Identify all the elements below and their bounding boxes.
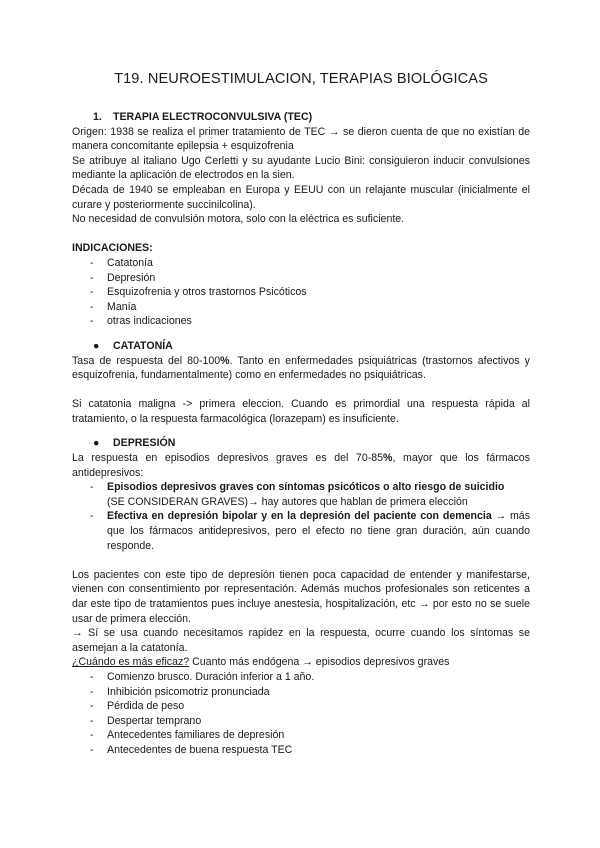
depresion-title: DEPRESIÓN (113, 437, 176, 450)
catatonia-paragraph-2: Si catatonia maligna -> primera eleccion. Cuando es primordial una respuesta rápida al tratamiento, o la respuesta farmacológica (lorazepam) es insuficiente. (72, 398, 530, 425)
list-item: - Pérdida de peso (72, 699, 530, 714)
indicaciones-list (72, 256, 530, 329)
depresion-paragraph-3: → Sí se usa cuando necesitamos rapidez en la respuesta, ocurre cuando los síntomas se asemejan a la catatonía. (72, 627, 530, 654)
list-item: - Depresión (72, 271, 530, 286)
depresion-question: ¿Cuándo es más eficaz? Cuanto más endógena → episodios depresivos graves (72, 656, 450, 669)
section-title: TERAPIA ELECTROCONVULSIVA (TEC) (113, 111, 313, 123)
paragraph-decada: Década de 1940 se empleaban en Europa y EEUU con un relajante muscular (inicialmente el curare y posteriormente succinilcolina). (72, 183, 530, 211)
list-item: - Despertar temprano (72, 714, 530, 729)
list-item: - Manía (72, 300, 530, 315)
paragraph-origen: Origen: 1938 se realiza el primer tratamiento de TEC → se dieron cuenta de que no existían de manera concomitante epilepsia + esquizofrenia (72, 125, 530, 153)
paragraph-cerletti: Se atribuye al italiano Ugo Cerletti y su ayudante Lucio Bini: consiguieron inducir convulsiones mediante la aplicación de electrodos en la sien. (72, 154, 530, 182)
page-title: T19. NEUROESTIMULACION, TERAPIAS BIOLÓGICAS (114, 71, 488, 87)
list-item: - Antecedentes de buena respuesta TEC (72, 743, 530, 758)
list-item: - Comienzo brusco. Duración inferior a 1 año. (72, 670, 530, 685)
indicaciones-heading: INDICACIONES: (72, 242, 153, 255)
list-item: - Inhibición psicomotriz pronunciada (72, 685, 530, 700)
list-item: - otras indicaciones (72, 314, 530, 329)
eficaz-link[interactable]: ¿Cuándo es más eficaz? (72, 656, 190, 669)
section-number: 1. (93, 111, 102, 123)
depresion-heading (72, 436, 530, 451)
depresion-paragraph-2: Los pacientes con este tipo de depresión tienen poca capacidad de entender y manifestarse, vienen con consentimiento por representación. Además muchos profesionales son reticentes a dar este tipo de tratamientos pues incluye anestesia, hospitalización, etc → por esto no se suele usar de primera elección. (72, 568, 530, 625)
section-heading-tec (72, 110, 530, 125)
eficaz-list (72, 670, 530, 758)
catatonia-heading (72, 339, 530, 354)
list-item: - Catatonía (72, 256, 530, 271)
bullet-icon: ● (93, 437, 100, 450)
list-item: - Episodios depresivos graves con síntomas psicóticos o alto riesgo de suicidio (SE CONSIDERAN GRAVES)→ hay autores que hablan de primera elección (72, 480, 530, 509)
paragraph-no-necesidad: No necesidad de convulsión motora, solo con la eléctrica es suficiente. (72, 213, 405, 226)
catatonia-title: CATATONÍA (113, 339, 173, 352)
list-item: - Efectiva en depresión bipolar y en la depresión del paciente con demencia → más que los fármacos antidepresivos, pero el efecto no tiene gran duración, aún cuando responde. (72, 509, 530, 553)
list-item: - Antecedentes familiares de depresión (72, 728, 530, 743)
depresion-graves-list (72, 480, 530, 553)
depresion-paragraph-1: La respuesta en episodios depresivos graves es del 70-85%, mayor que los fármacos antidepresivos: (72, 452, 530, 479)
list-item: - Esquizofrenia y otros trastornos Psicóticos (72, 285, 530, 300)
bullet-icon: ● (93, 339, 100, 352)
catatonia-paragraph-1: Tasa de respuesta del 80-100%. Tanto en enfermedades psiquiátricas (trastornos afectivos y esquizofrenia, fundamentalmente) como en enfermedades no psiquiátricas. (72, 354, 530, 382)
